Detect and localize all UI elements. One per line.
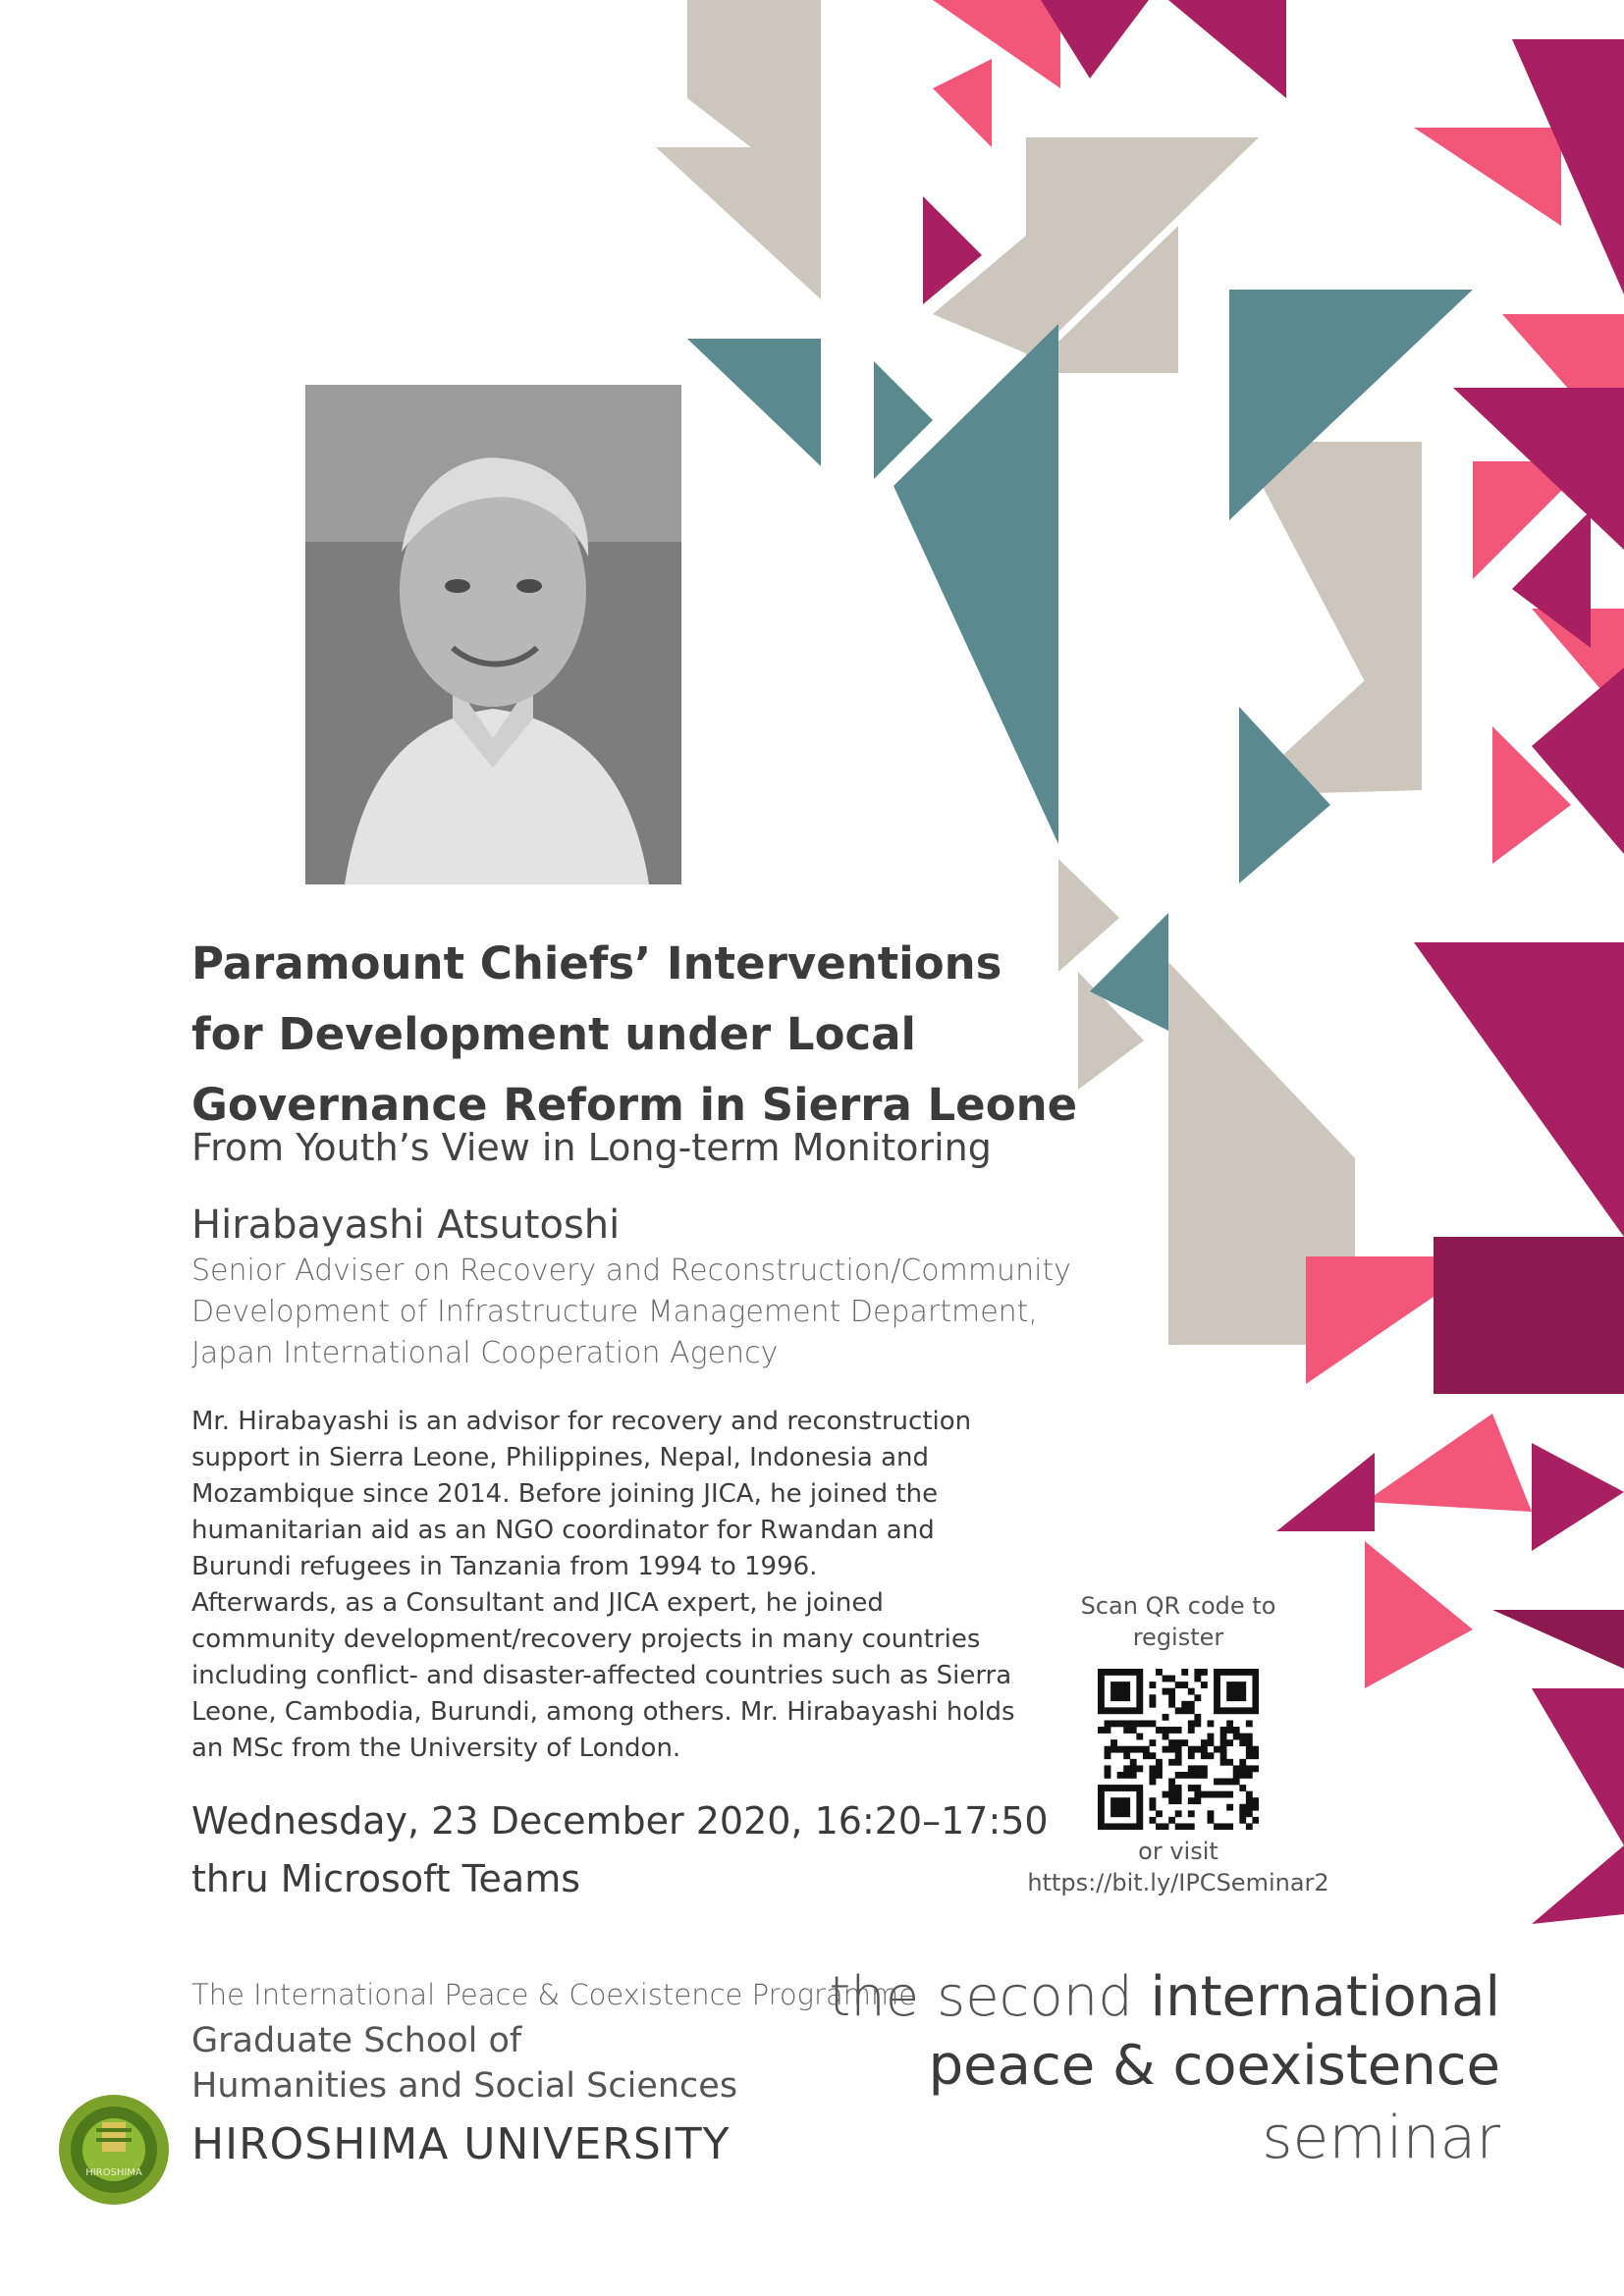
- school-line: Humanities and Social Sciences: [191, 2066, 738, 2106]
- speaker-bio: [191, 1404, 1016, 1767]
- talk-title-line: Governance Reform in Sierra Leone: [191, 1079, 1078, 1131]
- bio-line: Mr. Hirabayashi is an advisor for recovery and reconstruction: [191, 1407, 972, 1436]
- pink-triangles: [933, 0, 1624, 1688]
- affiliation-line: Senior Adviser on Recovery and Reconstruction/Community: [191, 1254, 1071, 1288]
- school-line: Graduate School of: [191, 2021, 522, 2060]
- bio-line: Burundi refugees in Tanzania from 1994 to 1996.: [191, 1552, 818, 1581]
- speaker-photo: [305, 385, 681, 884]
- teal-triangles: [687, 290, 1473, 1031]
- affiliation-line: Japan International Cooperation Agency: [191, 1336, 779, 1370]
- bio-line: Afterwards, as a Consultant and JICA expert, he joined: [191, 1588, 884, 1618]
- talk-title: [191, 929, 1078, 1141]
- speaker-name: Hirabayashi Atsutoshi: [191, 1202, 621, 1248]
- bio-line: an MSc from the University of London.: [191, 1734, 681, 1763]
- talk-title-line: for Development under Local: [191, 1008, 916, 1060]
- series-line-3: seminar: [1262, 2104, 1500, 2172]
- registration-qr-code[interactable]: [1098, 1669, 1259, 1830]
- bio-line: humanitarian aid as an NGO coordinator for Rwandan and: [191, 1516, 935, 1545]
- organizer-school: [191, 2018, 737, 2109]
- series-international: international: [1150, 1965, 1500, 2029]
- university-name: HIROSHIMA UNIVERSITY: [191, 2119, 731, 2169]
- talk-subtitle: From Youth’s View in Long-term Monitoring: [191, 1126, 992, 1169]
- qr-scan-caption: [1070, 1590, 1286, 1653]
- seminar-series-title: [829, 1963, 1500, 2175]
- organizer-programme: The International Peace & Coexistence Programme: [191, 1978, 917, 2011]
- qr-alt-label: or visit: [1138, 1838, 1218, 1865]
- affiliation-line: Development of Infrastructure Management Department,: [191, 1295, 1038, 1329]
- event-datetime: Wednesday, 23 December 2020, 16:20–17:50: [191, 1799, 1049, 1842]
- event-venue: thru Microsoft Teams: [191, 1857, 581, 1900]
- series-prefix: the second: [829, 1965, 1133, 2029]
- talk-title-line: Paramount Chiefs’ Interventions: [191, 937, 1002, 989]
- series-line-1: [829, 1963, 1500, 2032]
- qr-scan-line: register: [1132, 1624, 1224, 1651]
- bio-line: community development/recovery projects in many countries: [191, 1625, 981, 1654]
- bio-line: Mozambique since 2014. Before joining JICA, he joined the: [191, 1479, 939, 1509]
- plum-triangles: [1434, 1237, 1624, 1669]
- logo-text: HIROSHIMA: [85, 2167, 142, 2178]
- registration-link[interactable]: https://bit.ly/IPCSeminar2: [1027, 1869, 1329, 1896]
- hiroshima-university-logo: [57, 2093, 171, 2207]
- bio-line: including conflict- and disaster-affected countries such as Sierra: [191, 1661, 1012, 1690]
- bio-line: Leone, Cambodia, Burundi, among others. Mr. Hirabayashi holds: [191, 1697, 1015, 1727]
- registration-alt: [1021, 1836, 1335, 1898]
- series-line-2: peace & coexistence: [928, 2034, 1500, 2098]
- speaker-affiliation: [191, 1251, 1071, 1374]
- bio-line: support in Sierra Leone, Philippines, Nepal, Indonesia and: [191, 1443, 929, 1472]
- qr-scan-line: Scan QR code to: [1080, 1592, 1276, 1620]
